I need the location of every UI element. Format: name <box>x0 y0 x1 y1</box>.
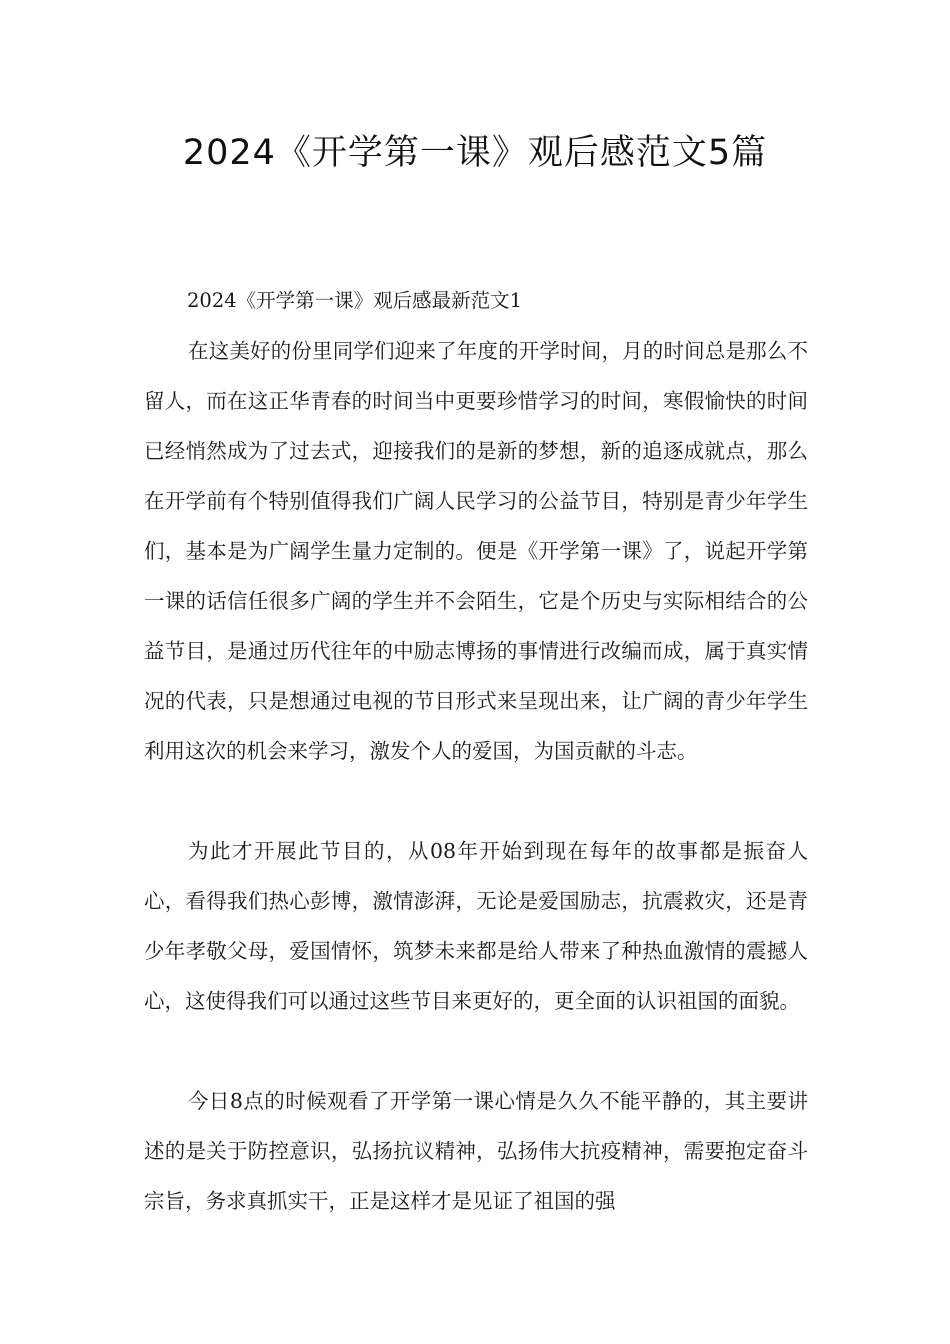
body-paragraph-2: 为此才开展此节目的，从08年开始到现在每年的故事都是振奋人心，看得我们热心彭博，激情澎湃，无论是爱国励志，抗震救灾，还是青少年孝敬父母，爱国情怀，筑梦未来都是给人带来了种热血激情的震撼人心，这使得我们可以通过这些节目来更好的，更全面的认识祖国的面貌。 <box>144 839 808 1013</box>
section-heading: 2024《开学第一课》观后感最新范文1 <box>187 289 523 312</box>
document-title: 2024《开学第一课》观后感范文5篇 <box>182 133 768 173</box>
body-paragraph-3: 今日8点的时候观看了开学第一课心情是久久不能平静的，其主要讲述的是关于防控意识，弘扬抗议精神，弘扬伟大抗疫精神，需要抱定奋斗宗旨，务求真抓实干，正是这样才是见证了祖国的强 <box>144 1089 808 1213</box>
body-paragraph-1: 在这美好的份里同学们迎来了年度的开学时间，月的时间总是那么不留人，而在这正华青春的时间当中更要珍惜学习的时间，寒假愉快的时间已经悄然成为了过去式，迎接我们的是新的梦想，新的追逐成就点，那么在开学前有个特别值得我们广阔人民学习的公益节目，特别是青少年学生们，基本是为广阔学生量力定制的。便是《开学第一课》了，说起开学第一课的话信任很多广阔的学生并不会陌生，它是个历史与实际相结合的公益节目，是通过历代往年的中励志博扬的事情进行改编而成，属于真实情况的代表，只是想通过电视的节目形式来呈现出来，让广阔的青少年学生利用这次的机会来学习，激发个人的爱国，为国贡献的斗志。 <box>144 339 808 763</box>
